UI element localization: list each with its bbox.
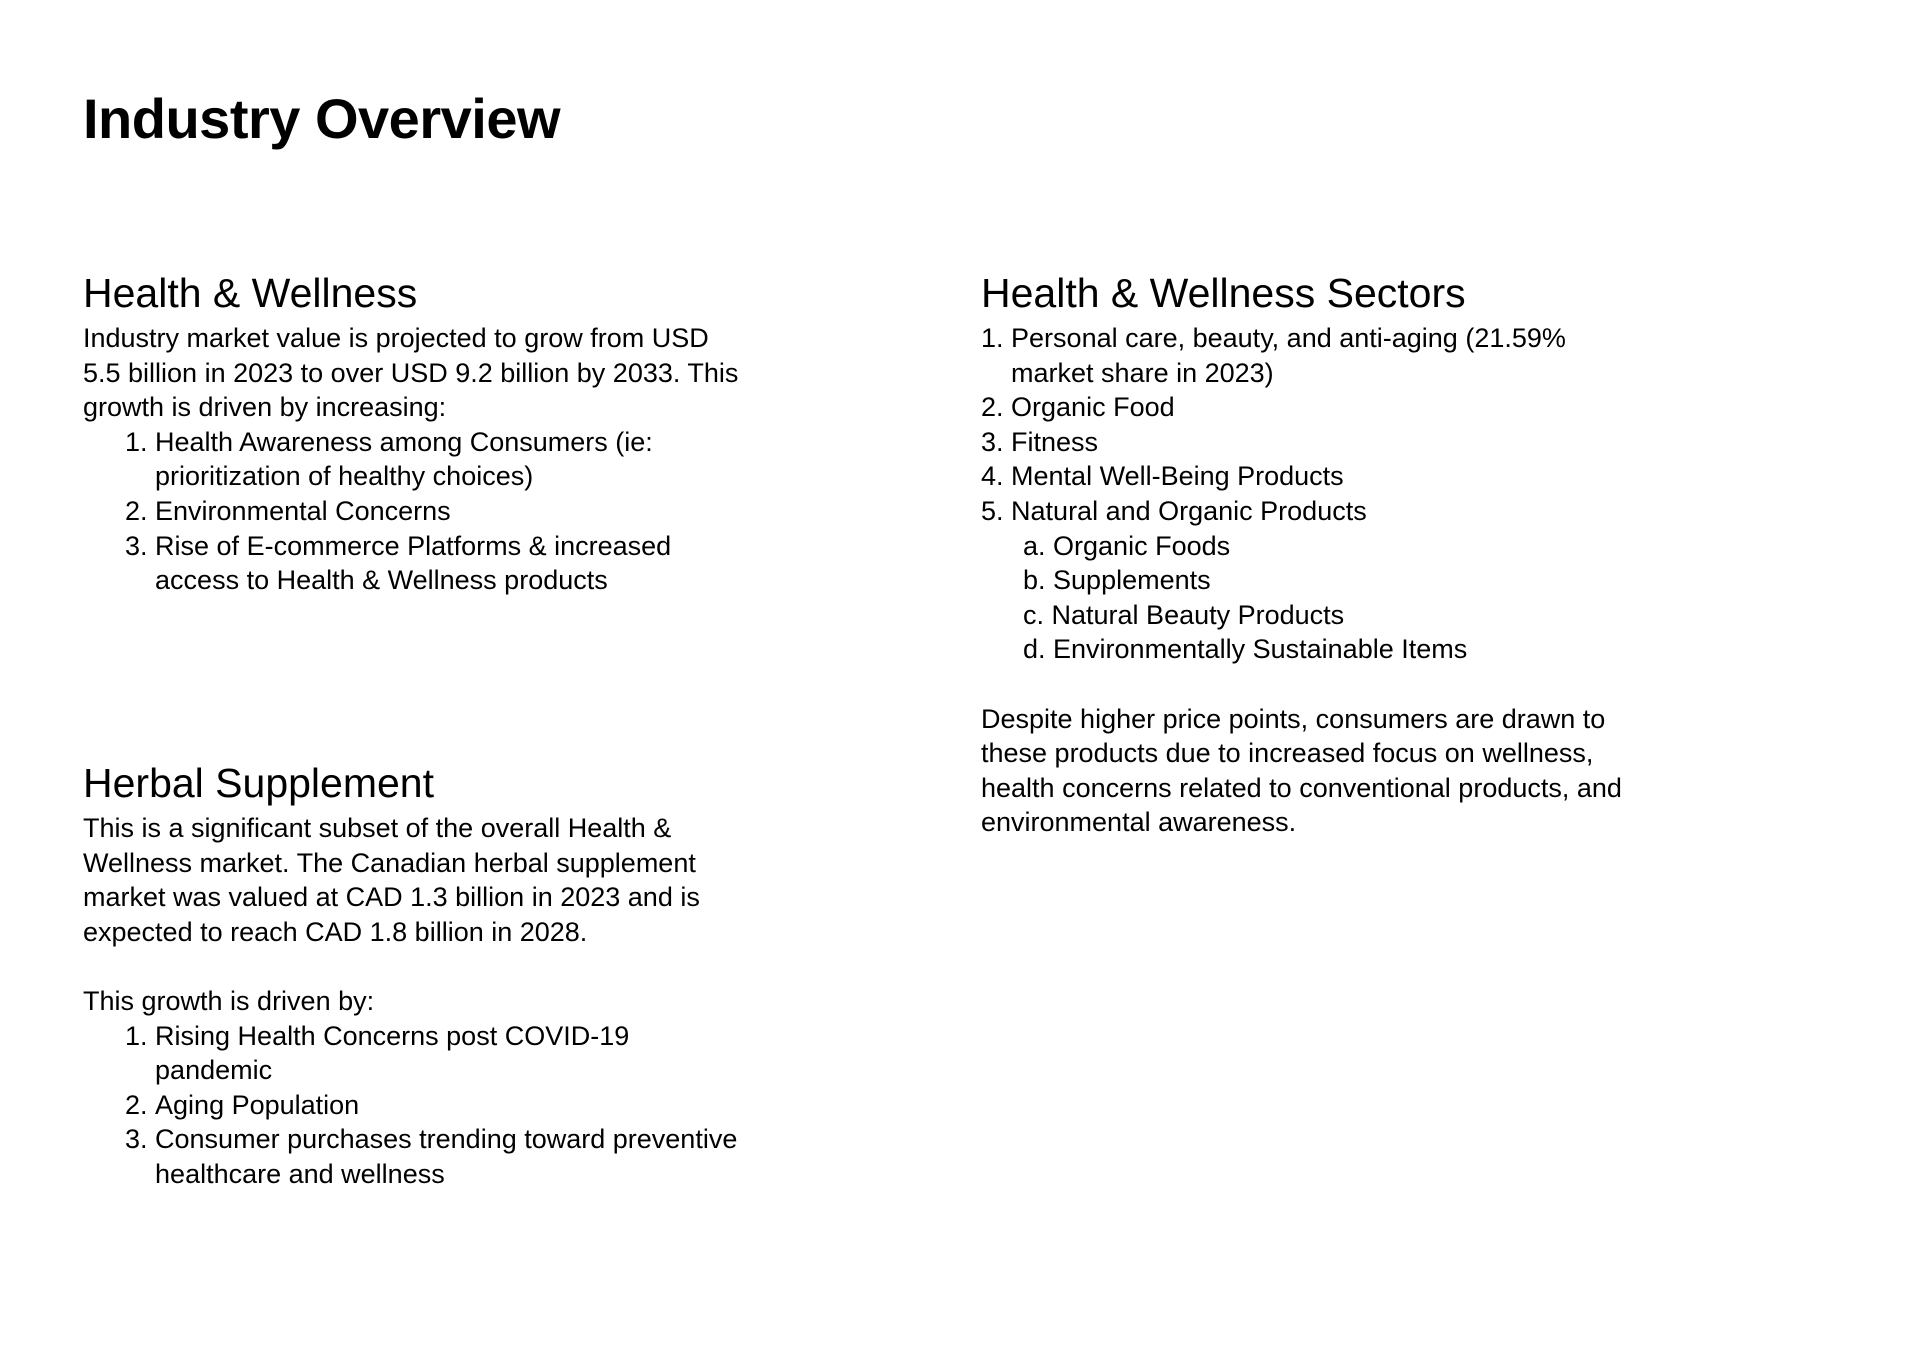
list-item bbox=[125, 494, 743, 529]
list-item-text: Natural Beauty Products bbox=[1051, 599, 1345, 630]
herbal-supplement-section bbox=[83, 758, 743, 1192]
sub-list-item bbox=[1023, 598, 1651, 633]
sub-list-item bbox=[1023, 529, 1651, 564]
paragraph-spacer bbox=[83, 949, 743, 984]
list-item bbox=[981, 321, 1651, 390]
list-item-text: Organic Foods bbox=[1053, 530, 1231, 561]
herbal-supplement-heading: Herbal Supplement bbox=[83, 760, 434, 806]
list-item-text: Personal care, beauty, and anti-aging (21.59% market share in 2023) bbox=[1011, 323, 1566, 388]
sub-list-item bbox=[1023, 632, 1651, 667]
list-item bbox=[125, 425, 743, 494]
list-item-letter: b. bbox=[1023, 565, 1054, 596]
list-item-number: 3. bbox=[125, 1124, 156, 1155]
herbal-supplement-drivers-lead: This growth is driven by: bbox=[83, 985, 375, 1016]
list-item-number: 3. bbox=[981, 426, 1012, 457]
list-item-text: Organic Food bbox=[1011, 392, 1175, 423]
sectors-heading: Health & Wellness Sectors bbox=[981, 270, 1466, 316]
sub-list-item bbox=[1023, 563, 1651, 598]
list-item bbox=[125, 529, 743, 598]
paragraph-spacer bbox=[981, 667, 1651, 702]
list-item-text: Supplements bbox=[1053, 565, 1211, 596]
list-item-text: Consumer purchases trending toward preventive healthcare and wellness bbox=[155, 1124, 738, 1189]
list-item-text: Natural and Organic Products bbox=[1011, 495, 1367, 526]
list-item bbox=[981, 390, 1651, 425]
herbal-supplement-intro: This is a significant subset of the overall Health & Wellness market. The Canadian herbal supplement market was valued at CAD 1.3 billion in 2023 and is expected to reach CAD 1.8 billion in 2028. bbox=[83, 813, 700, 947]
list-item-number: 1. bbox=[981, 323, 1012, 353]
list-item-text: Fitness bbox=[1011, 426, 1099, 457]
list-item-number: 4. bbox=[981, 461, 1012, 492]
list-item bbox=[125, 1088, 743, 1123]
list-item-text: Rising Health Concerns post COVID-19 pandemic bbox=[155, 1020, 630, 1086]
list-item-text: Environmental Concerns bbox=[155, 495, 451, 526]
sectors-closing: Despite higher price points, consumers are drawn to these products due to increased focus on wellness, health concerns related to conventional products, and environmental awareness. bbox=[981, 703, 1622, 838]
health-wellness-heading: Health & Wellness bbox=[83, 270, 418, 316]
page-title: Industry Overview bbox=[83, 87, 561, 150]
sectors-section bbox=[981, 268, 1651, 840]
list-item-letter: c. bbox=[1023, 599, 1052, 630]
list-item-letter: d. bbox=[1023, 634, 1054, 665]
herbal-supplement-drivers-list bbox=[83, 1019, 743, 1192]
list-item-number: 5. bbox=[981, 495, 1012, 526]
list-item-text: Aging Population bbox=[155, 1089, 360, 1120]
list-item-number: 2. bbox=[125, 495, 156, 526]
list-item-text: Rise of E-commerce Platforms & increased access to Health & Wellness products bbox=[155, 530, 672, 596]
sectors-sub-list bbox=[981, 529, 1651, 667]
list-item bbox=[981, 425, 1651, 460]
health-wellness-drivers-list bbox=[83, 425, 743, 598]
health-wellness-intro: Industry market value is projected to grow from USD 5.5 billion in 2023 to over USD 9.2 billion by 2033. This growth is driven by increasing: bbox=[83, 323, 739, 423]
list-item-text: Health Awareness among Consumers (ie: prioritization of healthy choices) bbox=[155, 426, 653, 492]
sectors-list bbox=[981, 321, 1651, 529]
list-item-number: 3. bbox=[125, 530, 156, 561]
list-item-number: 2. bbox=[981, 392, 1012, 423]
list-item-number: 2. bbox=[125, 1089, 156, 1120]
list-item-text: Mental Well-Being Products bbox=[1011, 461, 1344, 492]
list-item-number: 1. bbox=[125, 1020, 156, 1051]
list-item bbox=[125, 1122, 743, 1191]
list-item bbox=[981, 459, 1651, 494]
list-item-letter: a. bbox=[1023, 530, 1054, 561]
list-item-number: 1. bbox=[125, 426, 156, 457]
list-item-text: Environmentally Sustainable Items bbox=[1053, 634, 1468, 665]
list-item bbox=[981, 494, 1651, 529]
health-wellness-section bbox=[83, 268, 743, 598]
list-item bbox=[125, 1019, 743, 1088]
